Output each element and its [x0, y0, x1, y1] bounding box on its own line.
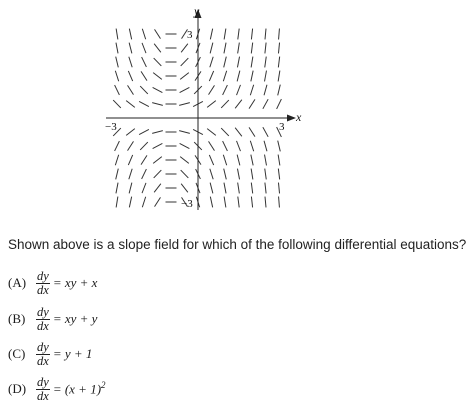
slope-segment — [250, 85, 253, 95]
slope-segment — [180, 157, 189, 164]
slope-segment — [221, 128, 229, 136]
slope-segment — [142, 57, 147, 67]
slope-segment — [251, 169, 253, 180]
slope-segment — [237, 155, 240, 166]
y-min-tick-label: −3 — [181, 198, 193, 210]
choice-b[interactable] — [8, 302, 97, 336]
slope-segment — [181, 58, 189, 66]
slope-segment — [238, 29, 239, 40]
slope-segment — [278, 169, 279, 180]
slope-segment — [126, 101, 135, 108]
slope-segment — [180, 143, 190, 148]
x-max-tick-label: 3 — [279, 121, 285, 133]
slope-segment — [251, 197, 252, 208]
slope-segment — [179, 103, 190, 106]
slope-segment — [251, 29, 252, 40]
slope-segment — [141, 155, 147, 164]
fraction-numerator: dy — [37, 268, 49, 283]
fraction-denominator: dx — [37, 282, 49, 297]
slope-segment — [142, 183, 146, 193]
slope-segment — [265, 197, 266, 208]
slope-segment — [238, 43, 240, 54]
slope-segment — [279, 29, 280, 40]
slope-segment — [128, 155, 132, 165]
slope-segment — [210, 169, 213, 179]
slope-segment — [115, 141, 120, 151]
slope-segment — [141, 71, 147, 80]
slope-segment — [237, 85, 241, 95]
slope-segment — [128, 71, 132, 81]
slope-segment — [210, 57, 213, 67]
slope-segment — [265, 57, 267, 68]
slope-segment — [129, 197, 131, 208]
choice-d[interactable] — [8, 372, 106, 406]
slope-segment — [235, 128, 242, 137]
choice-expression-base: = (x + 1) — [52, 381, 102, 397]
slope-segment — [265, 183, 266, 194]
choice-expression — [53, 380, 106, 397]
slope-segment — [129, 57, 132, 67]
fraction-numerator: dy — [37, 374, 49, 389]
slope-segment — [116, 169, 119, 180]
choice-exponent: 2 — [101, 380, 106, 391]
slope-segment — [152, 103, 163, 106]
fraction-denominator: dx — [37, 353, 49, 368]
x-min-tick-label: −3 — [105, 121, 117, 133]
slope-segment — [278, 155, 280, 166]
slope-segment — [251, 71, 253, 82]
slope-segment — [209, 141, 215, 150]
slope-segment — [250, 141, 253, 151]
slope-segment — [223, 85, 228, 95]
slope-segment — [142, 169, 147, 179]
slope-segment — [210, 197, 212, 208]
choice-expression: = xy + x — [52, 275, 98, 290]
slope-segment — [115, 155, 118, 165]
fraction-numerator: dy — [37, 304, 49, 319]
slope-segment — [181, 44, 188, 53]
slope-segment — [224, 169, 227, 180]
slope-segment — [126, 129, 135, 136]
slope-segment — [113, 100, 121, 108]
slope-segment — [238, 183, 240, 194]
slope-segment — [251, 43, 252, 54]
slope-segment — [278, 141, 281, 152]
derivative-fraction — [36, 306, 50, 333]
slope-segment — [237, 57, 239, 68]
slope-segment — [115, 85, 120, 95]
choice-expression: = y + 1 — [52, 346, 93, 361]
slope-segment — [142, 29, 145, 39]
choice-label: (D) — [8, 381, 27, 396]
slope-segment — [153, 157, 162, 164]
slope-segment — [265, 43, 266, 54]
slope-segment — [129, 169, 132, 179]
slope-segment — [251, 57, 253, 68]
slope-segment — [154, 184, 161, 193]
slope-segment — [129, 29, 131, 40]
slope-segment — [140, 142, 148, 150]
slope-segment — [153, 87, 163, 92]
slope-segment — [235, 100, 242, 109]
slope-segment — [209, 85, 215, 94]
slope-segment — [224, 197, 226, 208]
slope-segment — [139, 129, 149, 134]
slope-segment — [116, 43, 118, 54]
slope-segment — [116, 183, 118, 194]
slope-segment — [155, 197, 161, 206]
slope-segment — [129, 183, 132, 194]
y-axis-label: y — [194, 4, 200, 18]
slope-segment — [264, 141, 267, 152]
slope-segment — [224, 29, 226, 40]
slope-segment — [237, 71, 240, 82]
slope-segment — [237, 169, 239, 180]
slope-segment — [224, 57, 227, 68]
x-axis-label: x — [296, 110, 302, 124]
slope-segment — [153, 143, 163, 148]
slope-segment — [251, 183, 252, 194]
slope-segment — [128, 85, 134, 94]
slope-segment — [279, 197, 280, 208]
choice-label: (B) — [8, 311, 26, 326]
slope-segment — [210, 43, 213, 54]
slope-segment — [142, 197, 145, 207]
slope-segment — [265, 155, 267, 166]
slope-segment — [181, 170, 189, 178]
slope-segment — [224, 43, 226, 54]
slope-segment — [237, 141, 241, 151]
slope-segment — [128, 141, 134, 150]
slope-segment — [142, 43, 146, 53]
slope-segment — [153, 73, 162, 80]
slope-segment — [207, 129, 216, 136]
x-axis-arrow-icon — [287, 115, 296, 122]
slope-segment — [154, 44, 161, 53]
slope-segment — [180, 87, 190, 92]
slope-segment — [209, 71, 213, 81]
slope-segment — [265, 169, 267, 180]
slope-segment — [263, 99, 268, 109]
derivative-fraction — [36, 270, 50, 297]
slope-segment — [223, 71, 226, 81]
slope-segment — [210, 29, 212, 40]
slope-segment — [116, 197, 118, 208]
slope-segment — [155, 29, 161, 38]
question-text: Shown above is a slope field for which of the following differential equations? — [8, 237, 467, 252]
slope-segment — [223, 155, 226, 165]
slope-segment — [278, 57, 279, 68]
slope-segment — [129, 43, 132, 54]
slope-segment — [249, 99, 255, 108]
slope-segment — [263, 127, 268, 137]
slope-segment — [265, 29, 266, 40]
slope-segment — [209, 155, 213, 165]
choice-expression: = xy + y — [52, 311, 98, 326]
slope-segment — [115, 71, 118, 81]
slope-segment — [264, 85, 267, 96]
y-max-tick-label: 3 — [187, 29, 193, 41]
slope-segment — [278, 71, 280, 82]
slope-segment — [223, 141, 228, 151]
fraction-denominator: dx — [37, 388, 49, 403]
choice-a[interactable] — [8, 266, 97, 300]
slope-segment — [152, 131, 163, 134]
slope-segment — [278, 43, 279, 54]
slope-segment — [210, 183, 213, 194]
choice-c[interactable] — [8, 337, 92, 371]
fraction-denominator: dx — [37, 318, 49, 333]
slope-segment — [249, 127, 255, 136]
slope-segment — [116, 29, 118, 40]
slope-segment — [224, 183, 226, 194]
choice-label: (C) — [8, 346, 26, 361]
derivative-fraction — [36, 341, 50, 368]
slope-segment — [181, 184, 188, 193]
fraction-numerator: dy — [37, 339, 49, 354]
slope-segment — [221, 100, 229, 108]
slope-segment — [207, 101, 216, 108]
slope-segment — [179, 131, 190, 134]
slope-segment — [139, 101, 149, 106]
slope-segment — [180, 73, 189, 80]
slope-segment — [154, 58, 162, 66]
slope-segment — [116, 57, 119, 68]
slope-segment — [238, 197, 239, 208]
slope-segment — [277, 99, 282, 109]
slope-segment — [278, 183, 279, 194]
slope-segment — [251, 155, 253, 166]
slope-segment — [154, 170, 162, 178]
slope-segment — [278, 85, 281, 96]
slope-segment — [140, 86, 148, 94]
choice-label: (A) — [8, 275, 27, 290]
slope-segment — [265, 71, 267, 82]
derivative-fraction — [36, 376, 50, 403]
